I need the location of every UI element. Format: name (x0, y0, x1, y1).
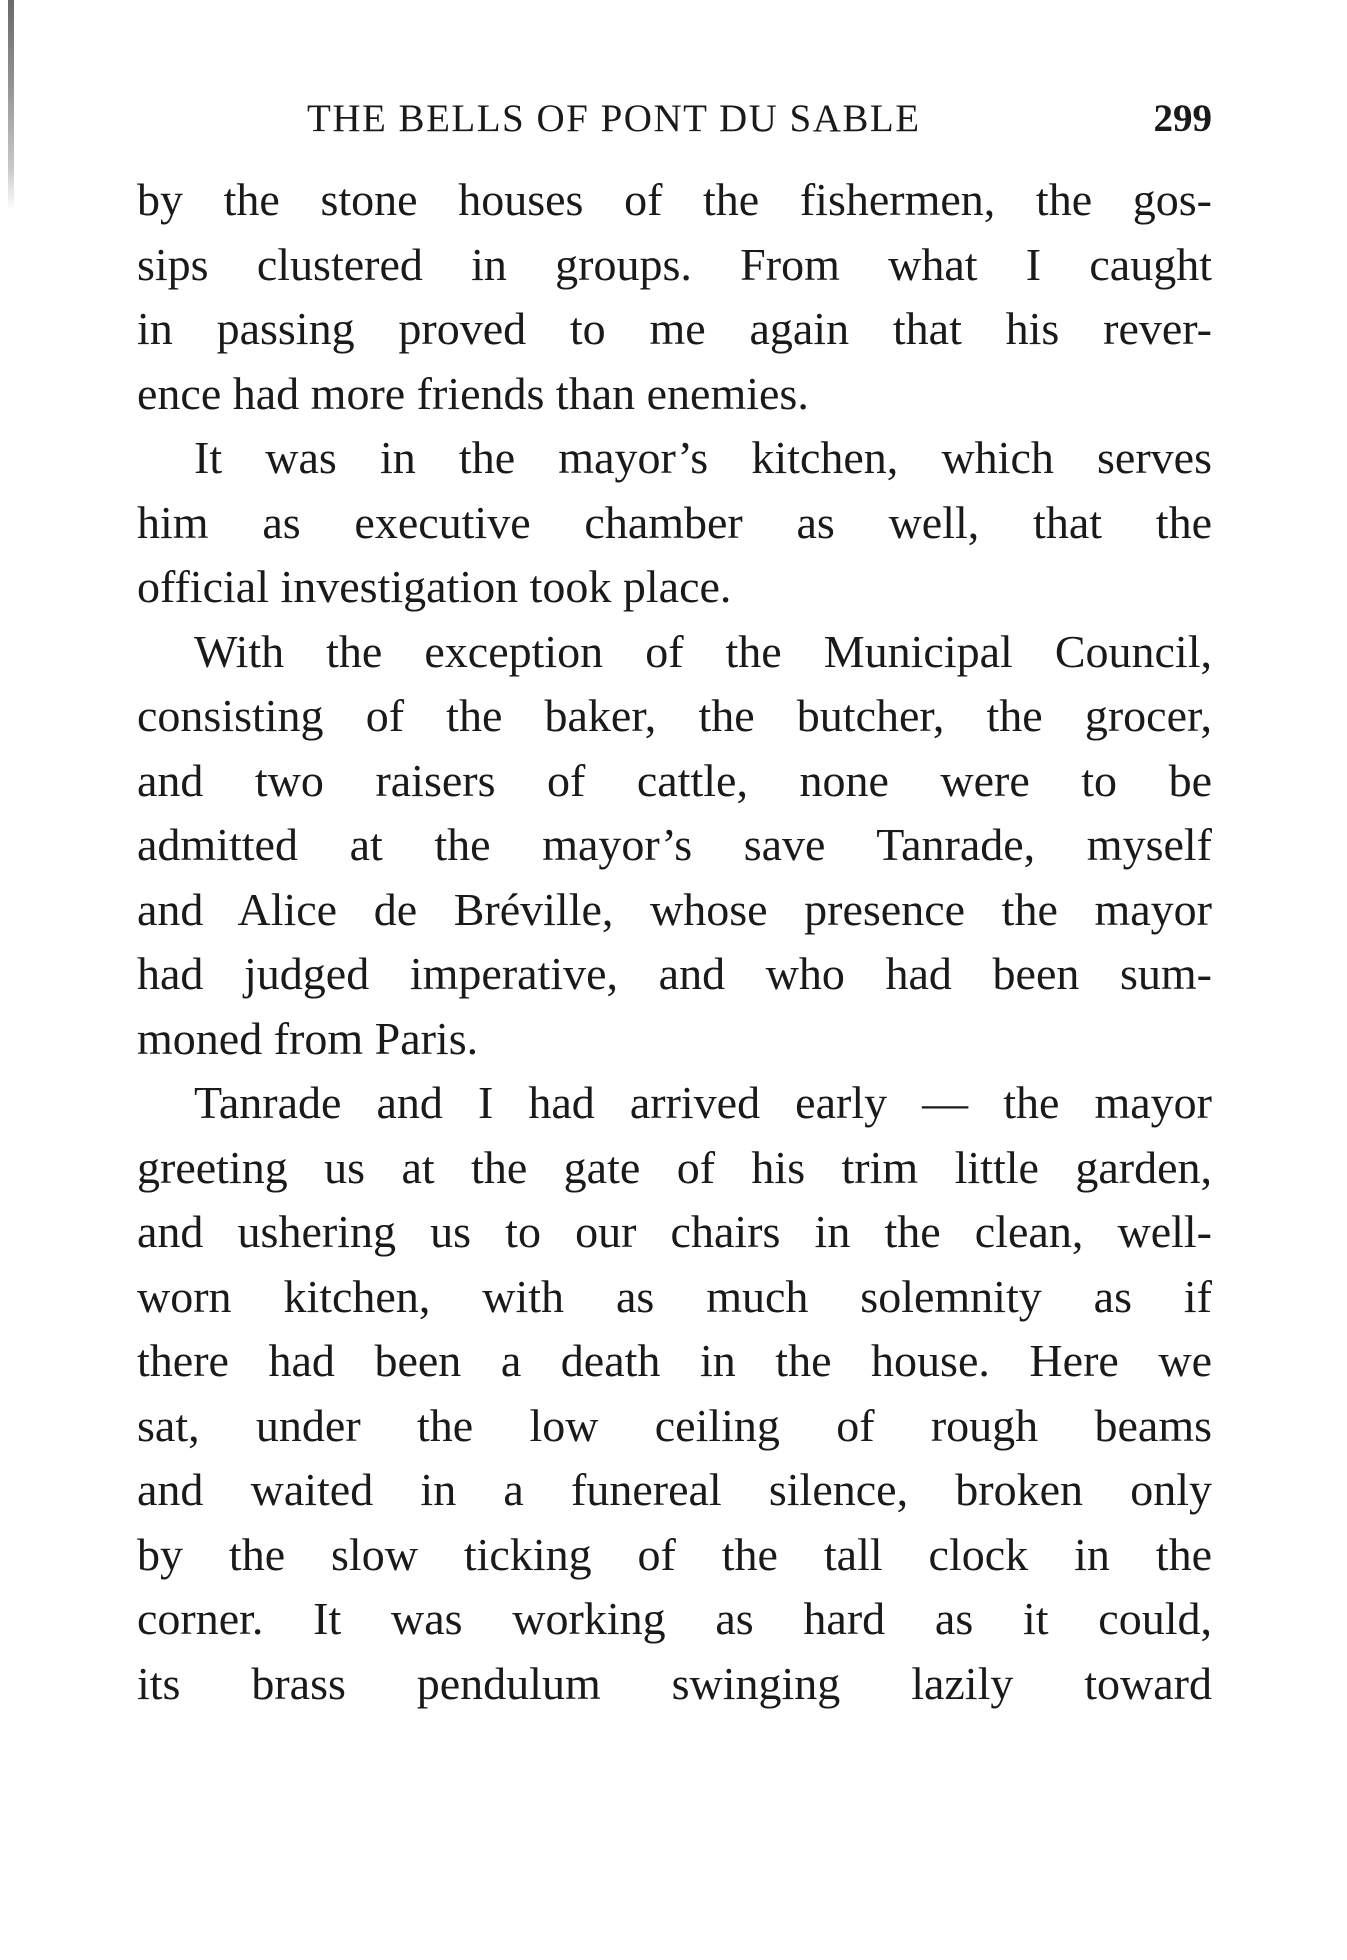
text-line: consisting of the baker, the butcher, the grocer, (137, 690, 1212, 741)
text-line: official investigation took place. (137, 561, 732, 612)
text-line: in passing proved to me again that his rever- (137, 303, 1212, 354)
text-line: sips clustered in groups. From what I caught (137, 238, 1212, 290)
text-line: and waited in a funereal silence, broken only (137, 1464, 1212, 1515)
text-line: It was in the mayor’s kitchen, which serves (194, 432, 1212, 483)
text-line: by the stone houses of the fishermen, the gos- (137, 174, 1212, 225)
text-line: worn kitchen, with as much solemnity as if (137, 1270, 1212, 1322)
page-number: 299 (1153, 97, 1212, 140)
text-line: and ushering us to our chairs in the clean, well- (137, 1206, 1212, 1257)
body-text (137, 168, 1212, 1716)
text-line: had judged imperative, and who had been sum- (137, 948, 1212, 999)
text-line: admitted at the mayor’s save Tanrade, myself (137, 819, 1212, 870)
text-line: there had been a death in the house. Here we (137, 1335, 1212, 1386)
text-line: sat, under the low ceiling of rough beams (137, 1399, 1212, 1451)
scan-edge-shadow (8, 0, 14, 210)
text-line: greeting us at the gate of his trim little garden, (137, 1141, 1212, 1193)
text-line: by the slow ticking of the tall clock in the (137, 1528, 1212, 1580)
running-title: THE BELLS OF PONT DU SABLE (307, 97, 921, 140)
text-line: moned from Paris. (137, 1012, 479, 1064)
page-header (137, 96, 1212, 152)
text-line: and two raisers of cattle, none were to be (137, 754, 1212, 806)
text-line: With the exception of the Municipal Council, (194, 625, 1212, 677)
text-line: corner. It was working as hard as it could, (137, 1593, 1212, 1644)
text-line: ence had more friends than enemies. (137, 367, 809, 419)
text-line: him as executive chamber as well, that the (137, 496, 1212, 548)
text-line: Tanrade and I had arrived early — the mayor (194, 1077, 1212, 1128)
text-line: and Alice de Bréville, whose presence the mayor (137, 883, 1212, 935)
text-line: its brass pendulum swinging lazily toward (137, 1657, 1212, 1709)
